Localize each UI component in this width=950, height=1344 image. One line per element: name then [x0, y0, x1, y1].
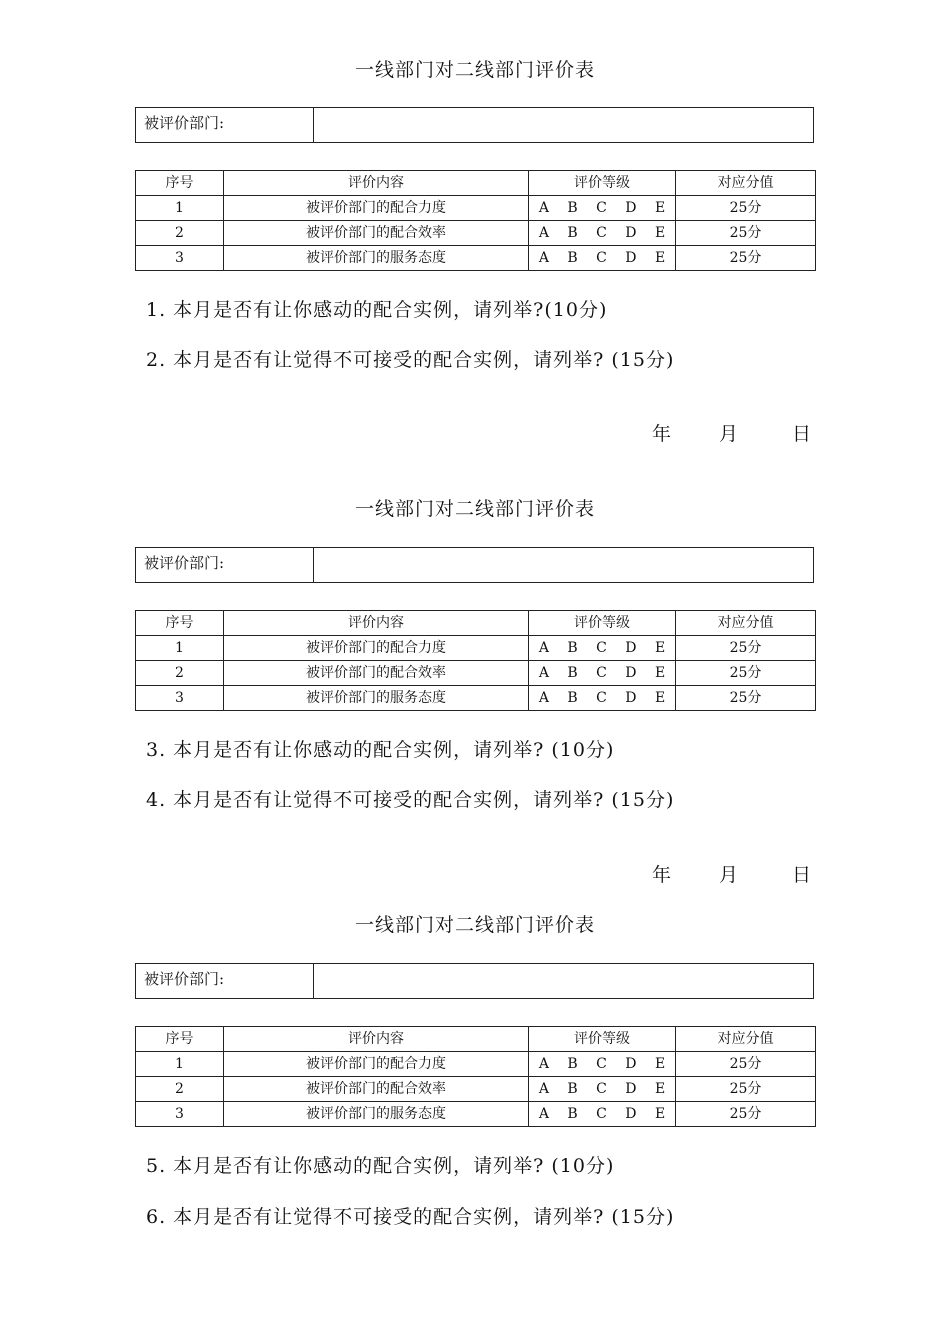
header-cell: 评价等级 [529, 1027, 676, 1052]
date-line [652, 863, 811, 887]
evaluated-dept-label: 被评价部门: [136, 548, 314, 582]
row-content: 被评价部门的服务态度 [224, 246, 529, 271]
header-cell: 对应分值 [676, 1027, 816, 1052]
row-content: 被评价部门的配合效率 [224, 1077, 529, 1102]
question-1: 1. 本月是否有让你感动的配合实例，请列举?(10分) [146, 299, 608, 321]
row-grade[interactable]: A B C D E [529, 1077, 676, 1102]
date-month: 月 [719, 423, 739, 445]
table-row [136, 246, 816, 271]
row-content: 被评价部门的配合效率 [224, 661, 529, 686]
row-score: 25分 [676, 1077, 816, 1102]
row-number: 3 [136, 1102, 224, 1127]
date-line [652, 422, 811, 446]
question-2: 2. 本月是否有让觉得不可接受的配合实例，请列举? (15分) [146, 349, 675, 371]
date-day: 日 [792, 423, 812, 445]
header-cell: 评价内容 [224, 171, 529, 196]
header-cell: 序号 [136, 611, 224, 636]
question-4: 4. 本月是否有让觉得不可接受的配合实例，请列举? (15分) [146, 789, 675, 811]
form-title: 一线部门对二线部门评价表 [354, 59, 595, 81]
header-cell: 对应分值 [676, 171, 816, 196]
row-grade[interactable]: A B C D E [529, 1102, 676, 1127]
table-row [136, 686, 816, 711]
evaluation-table [135, 1026, 816, 1127]
row-grade[interactable]: A B C D E [529, 686, 676, 711]
row-grade[interactable]: A B C D E [529, 196, 676, 221]
form-title: 一线部门对二线部门评价表 [354, 914, 595, 936]
row-number: 2 [136, 661, 224, 686]
evaluated-dept-label: 被评价部门: [136, 964, 314, 998]
row-grade[interactable]: A B C D E [529, 246, 676, 271]
row-score: 25分 [676, 636, 816, 661]
row-score: 25分 [676, 1102, 816, 1127]
row-content: 被评价部门的配合力度 [224, 1052, 529, 1077]
row-number: 3 [136, 246, 224, 271]
header-cell: 对应分值 [676, 611, 816, 636]
evaluated-dept-box [135, 547, 814, 583]
row-number: 2 [136, 1077, 224, 1102]
evaluation-table [135, 170, 816, 271]
header-cell: 序号 [136, 171, 224, 196]
evaluation-table [135, 610, 816, 711]
header-cell: 评价内容 [224, 611, 529, 636]
table-row [136, 1052, 816, 1077]
table-row [136, 636, 816, 661]
evaluated-dept-field[interactable] [314, 964, 813, 998]
row-number: 1 [136, 196, 224, 221]
table-row [136, 221, 816, 246]
row-grade[interactable]: A B C D E [529, 661, 676, 686]
row-content: 被评价部门的配合力度 [224, 636, 529, 661]
evaluated-dept-label: 被评价部门: [136, 108, 314, 142]
date-month: 月 [719, 864, 739, 886]
table-row [136, 196, 816, 221]
row-content: 被评价部门的配合力度 [224, 196, 529, 221]
row-number: 2 [136, 221, 224, 246]
header-cell: 评价等级 [529, 611, 676, 636]
row-number: 1 [136, 1052, 224, 1077]
evaluated-dept-field[interactable] [314, 548, 813, 582]
question-5: 5. 本月是否有让你感动的配合实例，请列举? (10分) [146, 1155, 615, 1177]
question-3: 3. 本月是否有让你感动的配合实例，请列举? (10分) [146, 739, 615, 761]
row-content: 被评价部门的配合效率 [224, 221, 529, 246]
row-content: 被评价部门的服务态度 [224, 1102, 529, 1127]
header-cell: 序号 [136, 1027, 224, 1052]
row-grade[interactable]: A B C D E [529, 221, 676, 246]
row-grade[interactable]: A B C D E [529, 636, 676, 661]
table-header-row [136, 1027, 816, 1052]
form-title: 一线部门对二线部门评价表 [354, 498, 595, 520]
evaluated-dept-field[interactable] [314, 108, 813, 142]
row-grade[interactable]: A B C D E [529, 1052, 676, 1077]
evaluated-dept-box [135, 963, 814, 999]
table-row [136, 1102, 816, 1127]
date-year: 年 [652, 423, 672, 445]
table-header-row [136, 611, 816, 636]
row-score: 25分 [676, 661, 816, 686]
header-cell: 评价等级 [529, 171, 676, 196]
row-score: 25分 [676, 686, 816, 711]
date-year: 年 [652, 864, 672, 886]
row-number: 3 [136, 686, 224, 711]
evaluated-dept-box [135, 107, 814, 143]
row-number: 1 [136, 636, 224, 661]
row-score: 25分 [676, 1052, 816, 1077]
table-row [136, 1077, 816, 1102]
row-score: 25分 [676, 221, 816, 246]
header-cell: 评价内容 [224, 1027, 529, 1052]
question-6: 6. 本月是否有让觉得不可接受的配合实例，请列举? (15分) [146, 1206, 675, 1228]
row-content: 被评价部门的服务态度 [224, 686, 529, 711]
table-header-row [136, 171, 816, 196]
date-day: 日 [792, 864, 812, 886]
row-score: 25分 [676, 196, 816, 221]
row-score: 25分 [676, 246, 816, 271]
table-row [136, 661, 816, 686]
